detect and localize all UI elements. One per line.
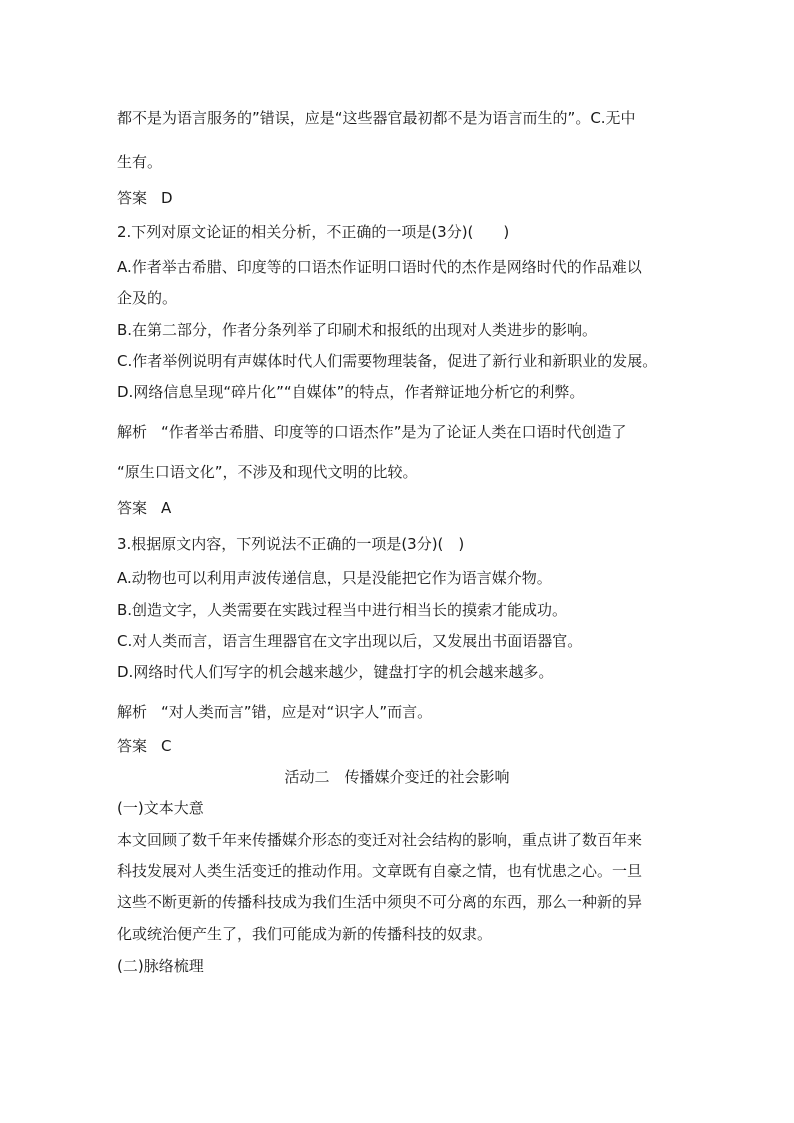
answer-line [117,736,172,756]
analysis-text: “对人类而言”错，应是对“识字人”而言。 [161,703,433,721]
answer-value: C [161,737,172,755]
option-b: B.创造文字，人类需要在实践过程当中进行相当长的摸索才能成功。 [117,601,568,619]
analysis-label: 解析 [117,703,148,721]
option-c: C.对人类而言，语言生理器官在文字出现以后，又发展出书面语器官。 [117,632,583,650]
paragraph-line: 这些不断更新的传播科技成为我们生活中须臾不可分离的东西，那么一种新的异 [117,893,643,911]
answer-value: A [161,499,172,517]
option-d: D.网络时代人们写字的机会越来越少，键盘打字的机会越来越多。 [117,663,554,681]
answer-value: D [161,189,173,207]
option-d: D.网络信息呈现“碎片化”“自媒体”的特点，作者辩证地分析它的利弊。 [117,383,585,401]
option-c: C.作者举例说明有声媒体时代人们需要物理装备，促进了新行业和新职业的发展。 [117,352,658,370]
paragraph-line: 本文回顾了数千年来传播媒介形态的变迁对社会结构的影响，重点讲了数百年来 [117,831,643,849]
option-b: B.在第二部分，作者分条列举了印刷术和报纸的出现对人类进步的影响。 [117,321,598,339]
analysis-line [117,422,627,442]
option-a: A.作者举古希腊、印度等的口语杰作证明口语时代的杰作是网络时代的作品难以 [117,258,642,276]
answer-label: 答案 [117,737,148,755]
answer-line [117,188,173,208]
answer-label: 答案 [117,189,148,207]
text-line: 生有。 [117,153,163,171]
analysis-label: 解析 [117,423,148,441]
text-line: 都不是为语言服务的”错误，应是“这些器官最初都不是为语言而生的”。C.无中 [117,109,636,127]
option-a: A.动物也可以利用声波传递信息，只是没能把它作为语言媒介物。 [117,569,552,587]
analysis-text: “作者举古希腊、印度等的口语杰作”是为了论证人类在口语时代创造了 [161,423,627,441]
subsection-heading: (一)文本大意 [117,799,204,817]
analysis-continued: “原生口语文化”，不涉及和现代文明的比较。 [117,463,418,481]
question-title: 3.根据原文内容，下列说法不正确的一项是(3分)( ) [117,535,465,553]
paragraph-line: 化或统治便产生了，我们可能成为新的传播科技的奴隶。 [117,925,493,943]
subsection-heading: (二)脉络梳理 [117,957,204,975]
analysis-line [117,702,432,722]
answer-label: 答案 [117,499,148,517]
answer-line [117,498,171,518]
paragraph-line: 科技发展对人类生活变迁的推动作用。文章既有自豪之情，也有忧患之心。一旦 [117,862,643,880]
section-heading: 活动二 传播媒介变迁的社会影响 [284,768,510,786]
question-title: 2.下列对原文论证的相关分析，不正确的一项是(3分)( ) [117,223,510,241]
option-a-continued: 企及的。 [117,289,178,307]
